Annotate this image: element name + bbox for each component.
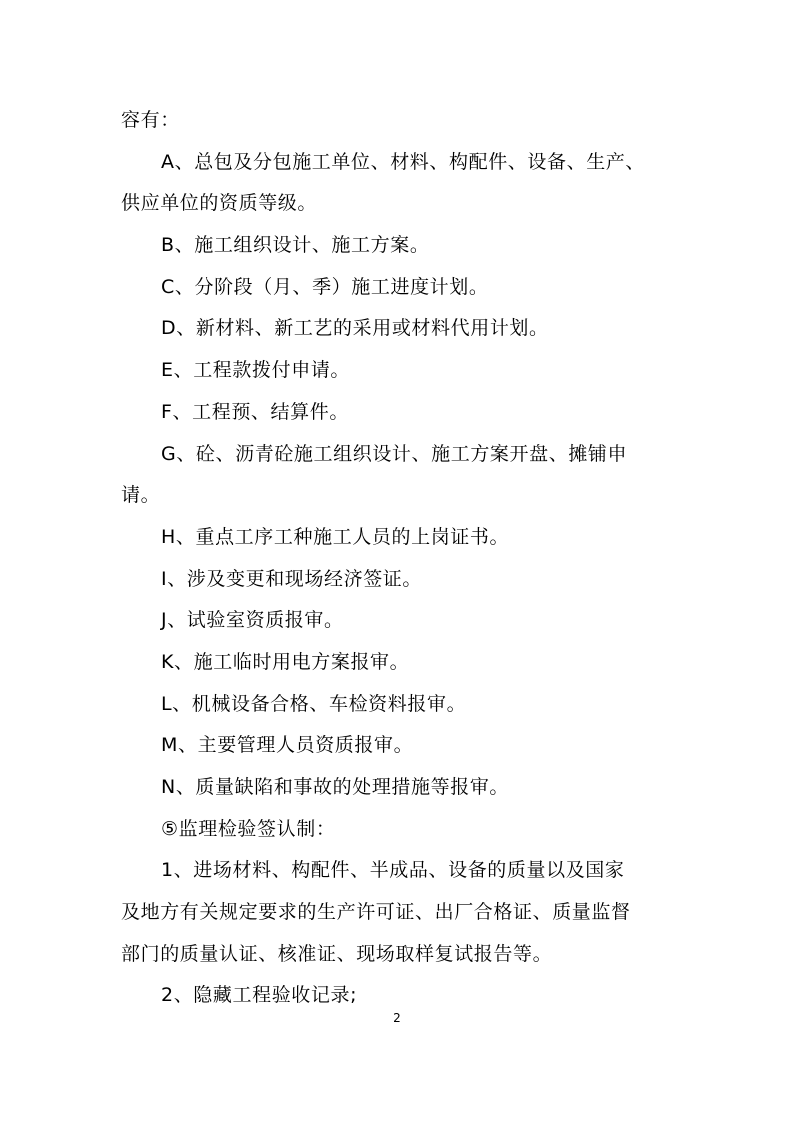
text-line: H、重点工序工种施工人员的上岗证书。: [161, 525, 510, 548]
text-line: 供应单位的资质等级。: [121, 192, 318, 215]
text-line: G、砼、沥青砼施工组织设计、施工方案开盘、摊铺申: [161, 442, 628, 465]
text-line: A、总包及分包施工单位、材料、构配件、设备、生产、: [161, 150, 645, 173]
text-line: N、质量缺陷和事故的处理措施等报审。: [161, 776, 510, 798]
text-line: 1、进场材料、构配件、半成品、设备的质量以及国家: [161, 859, 625, 882]
text-line: L、机械设备合格、车检资料报审。: [161, 692, 467, 715]
text-line: K、施工临时用电方案报审。: [161, 650, 410, 673]
text-line: 及地方有关规定要求的生产许可证、出厂合格证、质量监督: [121, 901, 631, 924]
text-line: M、主要管理人员资质报审。: [161, 734, 414, 757]
text-line: J、试验室资质报审。: [161, 609, 344, 632]
text-line: 2、隐藏工程验收记录;: [161, 984, 358, 1007]
text-line: 请。: [121, 484, 161, 507]
document-body: [121, 100, 681, 1017]
text-line: F、工程预、结算件。: [161, 400, 349, 423]
text-line: D、新材料、新工艺的采用或材料代用计划。: [161, 317, 549, 340]
text-line: 容有：: [121, 109, 180, 131]
text-line: 部门的质量认证、核准证、现场取样复试报告等。: [121, 942, 553, 965]
text-line: E、工程款拨付申请。: [161, 359, 351, 382]
text-line: C、分阶段（月、季）施工进度计划。: [161, 275, 489, 298]
page-number: 2: [393, 1011, 401, 1025]
text-line: B、施工组织设计、施工方案。: [161, 234, 430, 257]
text-line: I、涉及变更和现场经济签证。: [161, 567, 423, 590]
text-line: ⑤监理检验签认制：: [161, 817, 336, 840]
